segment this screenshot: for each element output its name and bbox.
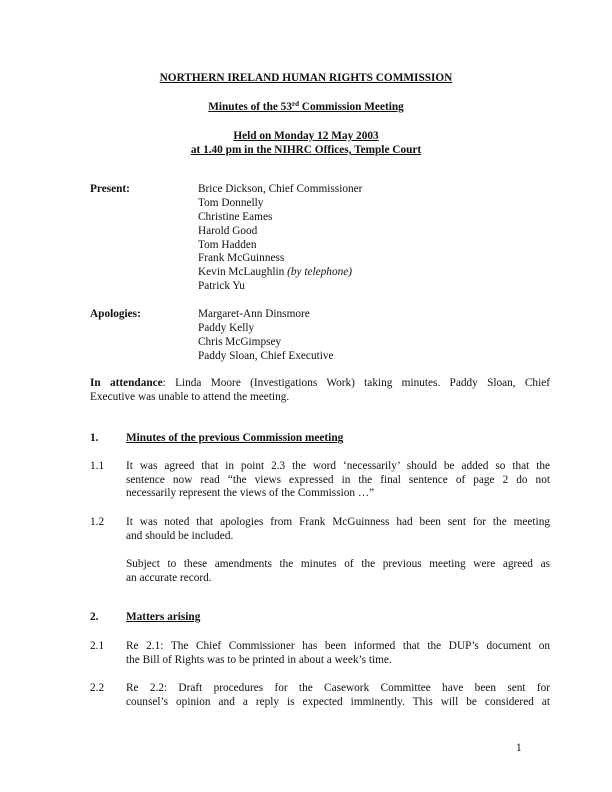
apologies-label: Apologies: — [90, 308, 141, 320]
held-line-2: at 1.40 pm in the NIHRC Offices, Temple Court — [190, 144, 422, 156]
apologies-list — [198, 308, 334, 364]
item-1-2-text: It was noted that apologies from Frank McGuinness had been sent for the meeting and should be included. — [126, 516, 550, 542]
attendance-label: In attendance — [90, 377, 163, 389]
present-name: Kevin McLaughlin — [198, 266, 285, 279]
item-2-1-text: Re 2.1: The Chief Commissioner has been informed that the DUP’s document on the Bill of Rights was to be printed in about a week’s time. — [126, 640, 550, 666]
section-2-number: 2. — [90, 611, 99, 623]
section-2-title: Matters arising — [126, 611, 201, 623]
item-2-2-text: Re 2.2: Draft procedures for the Casework Committee have been sent for counsel’s opinion and a reply is expected imminently. This will be considered at — [126, 682, 550, 708]
org-title: NORTHERN IRELAND HUMAN RIGHTS COMMISSION — [159, 72, 453, 84]
item-2-2-number: 2.2 — [90, 682, 105, 694]
apology-name: Chris McGimpsey — [198, 335, 282, 348]
present-name: Tom Hadden — [198, 238, 257, 251]
telephone-note: (by telephone) — [287, 266, 353, 279]
attendance-line-2: Executive was unable to attend the meeting. — [90, 390, 290, 403]
item-1-1-number: 1.1 — [90, 460, 105, 472]
present-label: Present: — [90, 183, 130, 195]
section-1-number: 1. — [90, 432, 99, 444]
minutes-title-pre: Minutes of the 53 — [208, 101, 292, 113]
apology-name: Margaret-Ann Dinsmore — [198, 308, 310, 320]
present-name: Brice Dickson, Chief Commissioner — [198, 183, 363, 195]
item-2-1-number: 2.1 — [90, 640, 105, 652]
held-line-1: Held on Monday 12 May 2003 — [233, 130, 379, 142]
present-name: Harold Good — [198, 224, 258, 237]
page-number: 1 — [516, 742, 522, 754]
attendance-line-1: In attendance: Linda Moore (Investigations Work) taking minutes. Paddy Sloan, Chief — [90, 377, 550, 389]
present-name: Christine Eames — [198, 210, 273, 223]
apology-name: Paddy Kelly — [198, 321, 255, 334]
section-1-title: Minutes of the previous Commission meeting — [126, 432, 344, 444]
present-list — [198, 183, 362, 294]
item-1-2-number: 1.2 — [90, 516, 105, 528]
minutes-title-sup: rd — [291, 100, 299, 108]
minutes-title-post: Commission Meeting — [298, 101, 404, 113]
present-name: Frank McGuinness — [198, 252, 285, 265]
present-name-kevin — [198, 266, 362, 280]
attendance-paragraph — [90, 377, 550, 404]
minutes-title — [0, 101, 612, 115]
item-1-conclusion-text: Subject to these amendments the minutes of the previous meeting were agreed as an accurate record. — [126, 558, 550, 584]
apology-name: Paddy Sloan, Chief Executive — [198, 349, 334, 362]
present-name: Patrick Yu — [198, 280, 245, 293]
present-name: Tom Donnelly — [198, 196, 264, 209]
item-1-1-text: It was agreed that in point 2.3 the word ‘necessarily’ should be added so that the sentence now read “the views expressed in the final sentence of page 2 do not necessarily represent the views of the Commission …” — [126, 460, 550, 500]
